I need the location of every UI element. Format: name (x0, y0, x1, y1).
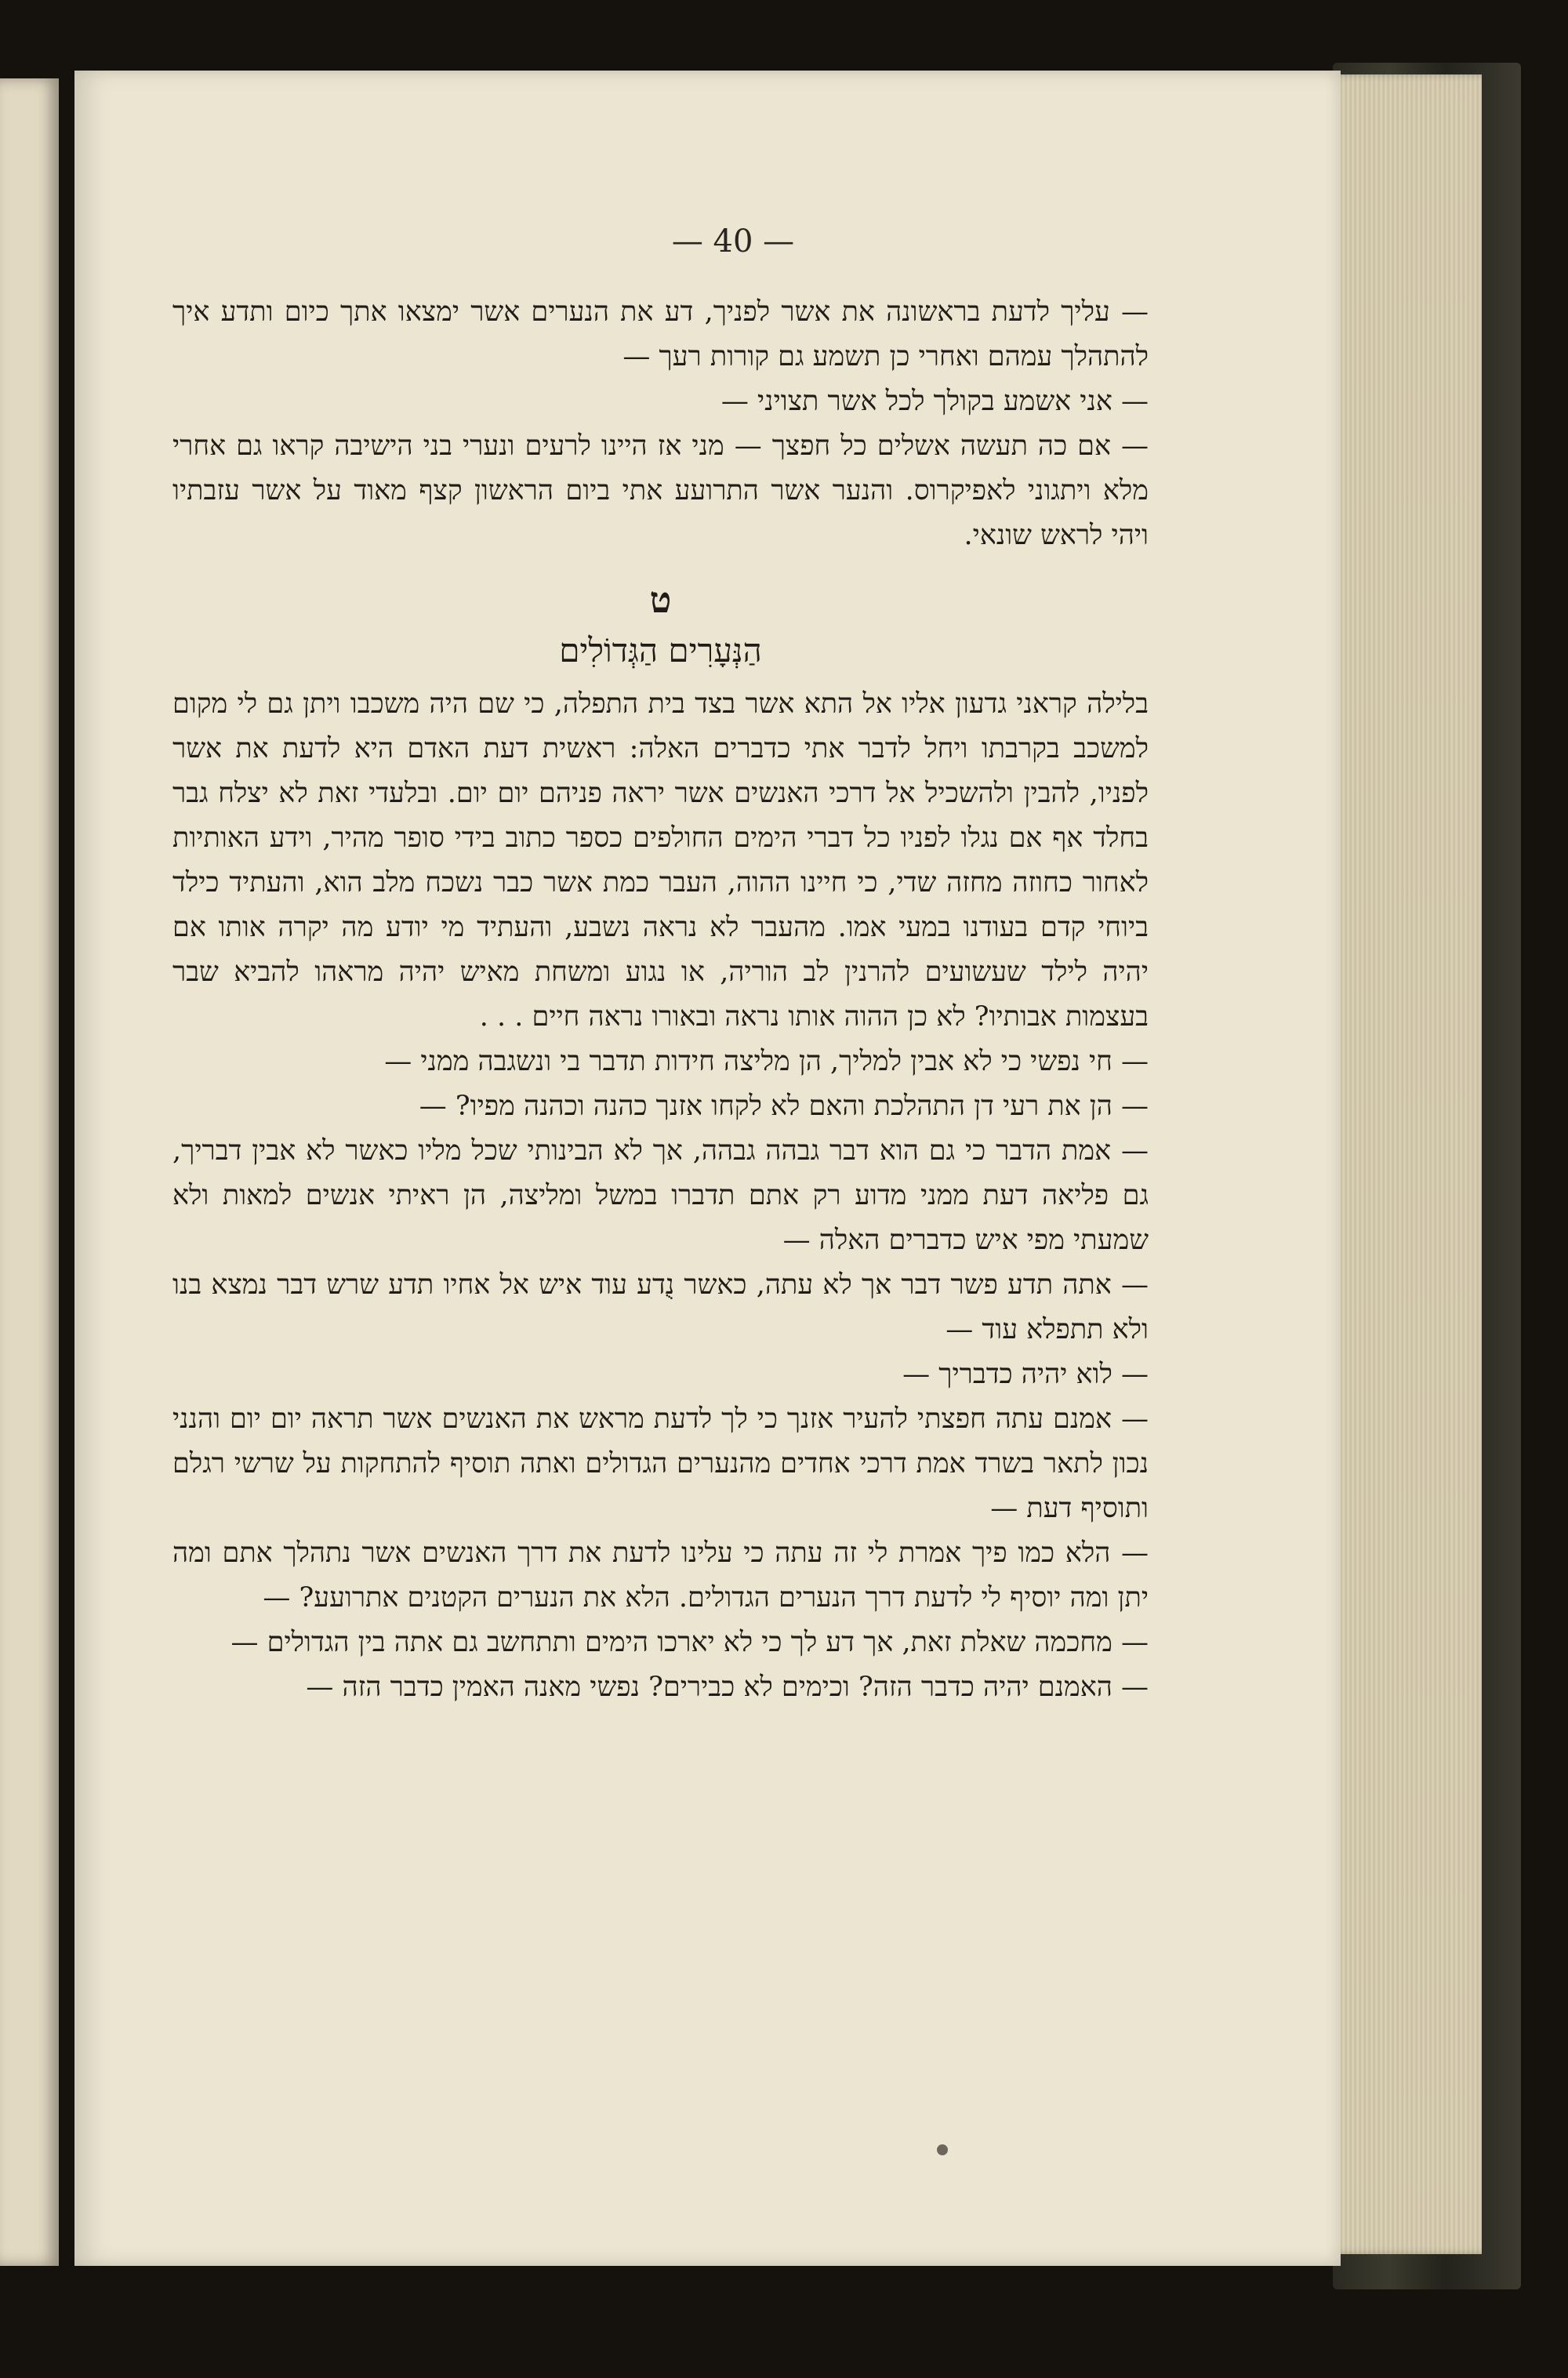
page-text (172, 290, 1149, 1710)
paragraph: — אמנם עתה חפצתי להעיר אזנך כי לך לדעת מראש את האנשים אשר תראה יום יום והנני נכון לתאר בשרד אמת דרכי אחדים מהנערים הגדולים ואתה תוסיף להתחקות על שרשי רגלם ותוסיף דעת — (172, 1403, 1149, 1524)
paragraph: — אמת הדבר כי גם הוא דבר גבהה גבהה, אך לא הבינותי שכל מליו כאשר לא אבין דבריך, גם פליאה דעת ממני מדוע רק אתם תדברו במשל ומליצה, הן ראיתי אנשים למאות ולא שמעתי מפי איש כדברים האלה — (172, 1135, 1149, 1256)
paragraph: — לוא יהיה כדבריך — (902, 1359, 1149, 1390)
paragraph: — מחכמה שאלת זאת, אך דע לך כי לא יארכו הימים ותתחשב גם אתה בין הגדולים — (230, 1627, 1149, 1658)
ink-dot (937, 2144, 948, 2155)
page-number: — 40 — (671, 223, 795, 260)
paragraph: — אתה תדע פשר דבר אך לא עתה, כאשר נֻדע עוד איש אל אחיו תדע שרש דבר נמצא בנו ולא תתפלא עוד — (172, 1269, 1149, 1345)
facing-page-edge (0, 78, 59, 2266)
paragraph: בלילה קראני גדעון אליו אל התא אשר בצד בית התפלה, כי שם היה משכבו ויתן גם לי מקום למשכב בקרבתו ויחל לדבר אתי כדברים האלה: ראשית דעת האדם היא לדעת את אשר לפניו, להבין ולהשכיל אל דרכי האנשים אשר יראה פניהם יום יום. ובלעדי זאת לא יצלח גבר בחלד אף אם נגלו לפניו כל דברי הימים החולפים כספר כתוב בידי סופר מהיר, וידע האותיות לאחור כחוזה מחזה שדי, כי חיינו ההוה, העבר כמת אשר כבר נשכח מלב הוא, והעתיד כילד ביוחי קדם בעודנו במעי אמו. מהעבר לא נראה נשבע, והעתיד מי יודע מה יקרה אותו אם יהיה לילד שעשועים להרנין לב הוריה, או נגוע ומשחת מאיש יהיה מראהו להביא שבר בעצמות אבותיו? לא כן ההוה אותו נראה ובאורו נראה חיים . . . (172, 688, 1149, 1033)
paragraph: — הלא כמו פיך אמרת לי זה עתה כי עלינו לדעת את דרך האנשים אשר נתהלך אתם ומה יתן ומה יוסיף לי לדעת דרך הנערים הגדולים. הלא את הנערים הקטנים אתרועע? — (172, 1538, 1149, 1614)
paragraph: — אני אשמע בקולך לכל אשר תצויני — (720, 386, 1149, 417)
chapter-title: הַנְּעָרִים הַגְּדוֹלִים (559, 631, 762, 670)
paragraph: — עליך לדעת בראשונה את אשר לפניך, דע את הנערים אשר ימצאו אתך כיום ותדע איך להתהלך עמהם ואחרי כן תשמע גם קורות רעך — (172, 296, 1149, 372)
paragraph: — הן את רעי דן התהלכת והאם לא לקחו אזנך כהנה וכהנה מפיו? — (419, 1091, 1149, 1122)
chapter-number: ט (649, 579, 672, 621)
chapter-heading (172, 572, 1149, 674)
paragraph: — חי נפשי כי לא אבין למליך, הן מליצה חידות תדבר בי ונשגבה ממני — (384, 1046, 1149, 1077)
paragraph: — אם כה תעשה אשלים כל חפצך — מני אז היינו לרעים ונערי בני הישיבה קראו גם אחרי מלא ויתגוני לאפיקרוס. והנער אשר התרועע אתי ביום הראשון קצף מאוד על אשר עזבתיו ויהי לראש שונאי. (172, 430, 1149, 551)
paragraph: — האמנם יהיה כדבר הזה? וכימים לא כבירים? נפשי מאנה האמין כדבר הזה — (306, 1672, 1149, 1703)
page-block-edges (1325, 74, 1482, 2254)
